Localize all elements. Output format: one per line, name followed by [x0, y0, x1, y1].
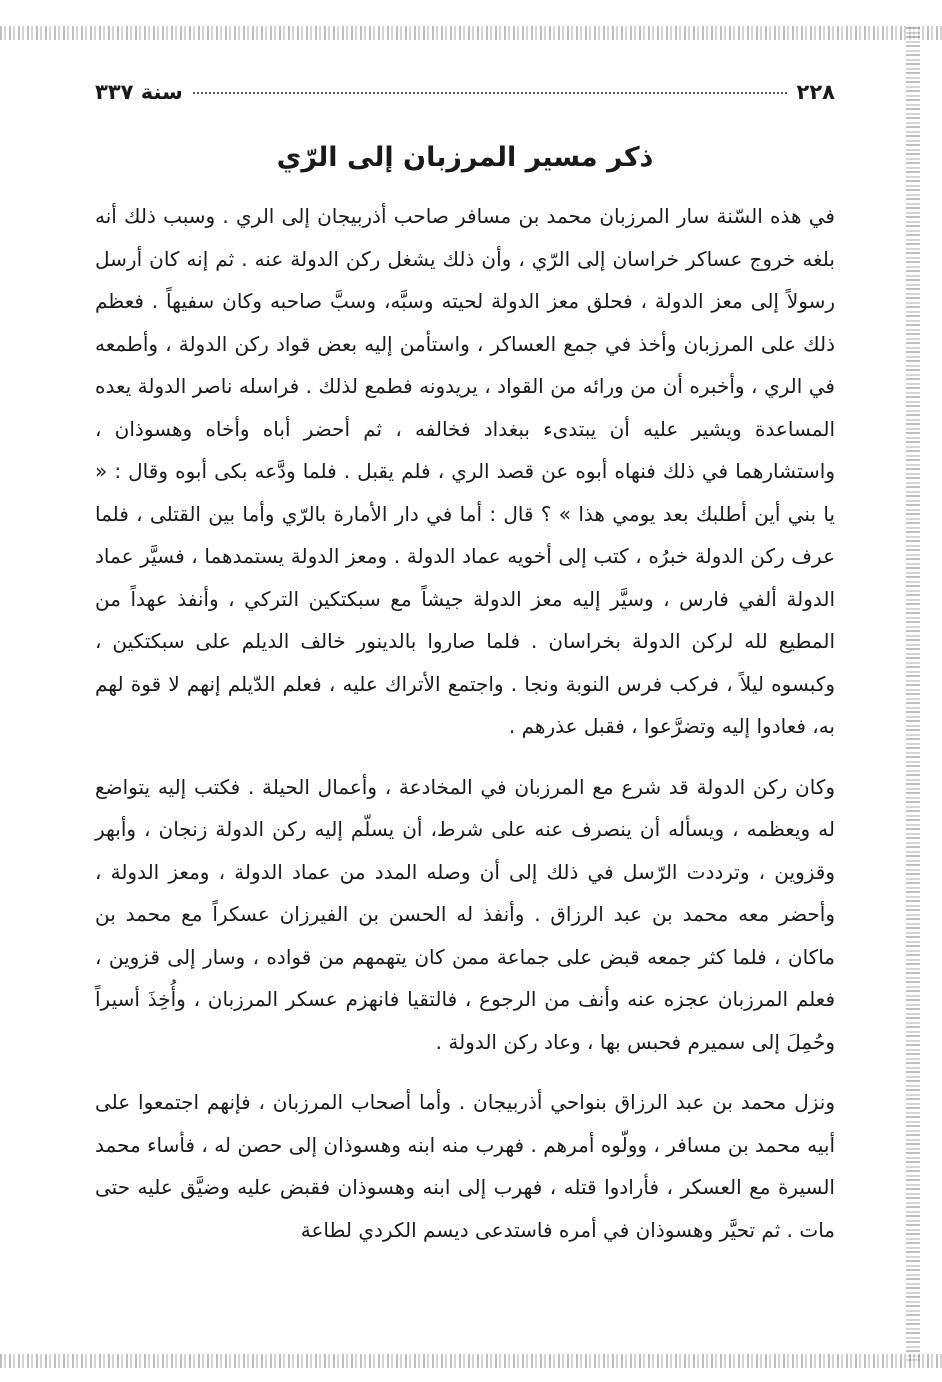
decorative-border-right	[906, 26, 920, 1361]
paragraph-1: في هذه السّنة سار المرزبان محمد بن مسافر صاحب أذربيجان إلى الري . وسبب ذلك أنه بلغه خروج عساكر خراسان إلى الرّي ، وأن ذلك يشغل ركن الدولة عنه . ثم إنه كان أرسل رسولاً إلى معز الدولة ، فحلق معز الدولة لحيته وسبَّه، وسبَّ صاحبه وكان سفيهاً . فعظم ذلك على المرزبان وأخذ في جمع العساكر ، واستأمن إليه بعض قواد ركن الدولة ، وأطمعه في الري ، وأخبره أن من ورائه من القواد ، يريدونه فطمع لذلك . فراسله ناصر الدولة يعده المساعدة ويشير عليه أن يبتدىء ببغداد فخالفه ، ثم أحضر أباه وأخاه وهسوذان ، واستشارهما في ذلك فنهاه أبوه عن قصد الري ، فلم يقبل . فلما ودَّعه بكى أبوه وقال : « يا بني أين أطلبك بعد يومي هذا » ؟ قال : أما في دار الأمارة بالرّي وأما بين القتلى ، فلما عرف ركن الدولة خبرُه ، كتب إلى أخويه عماد الدولة . ومعز الدولة يستمدهما ، فسيَّر عماد الدولة ألفي فارس ، وسيَّر إليه معز الدولة جيشاً مع سبكتكين التركي ، وأنفذ عهداً من المطيع لله لركن الدولة بخراسان . فلما صاروا بالدينور خالف الديلم على سبكتكين ، وكبسوه ليلاً ، فركب فرس النوبة ونجا . واجتمع الأتراك عليه ، فعلم الدّيلم إنهم لا قوة لهم به، فعادوا إليه وتضرَّعوا ، فقبل عذرهم .	[95, 204, 835, 738]
section-title: ذكر مسير المرزبان إلى الرّي	[276, 142, 654, 173]
dotted-leader	[193, 92, 787, 94]
decorative-border-top	[0, 26, 942, 40]
book-page	[95, 80, 835, 1251]
page-number: ٢٢٨	[796, 80, 835, 104]
running-header	[95, 80, 835, 124]
paragraph-3: ونزل محمد بن عبد الرزاق بنواحي أذربيجان . وأما أصحاب المرزبان ، فإنهم اجتمعوا على أبيه محمد بن مسافر ، وولّوه أمرهم . فهرب منه ابنه وهسوذان إلى حصن له ، فأساء محمد السيرة مع العسكر ، فأرادوا قتله ، فهرب إلى ابنه وهسوذان فقبض عليه وضيَّق عليه حتى مات . ثم تحيَّر وهسوذان في أمره فاستدعى ديسم الكردي لطاعة	[95, 1090, 835, 1242]
running-year: سنة ٣٣٧	[95, 80, 183, 104]
paragraph-2: وكان ركن الدولة قد شرع مع المرزبان في المخادعة ، وأعمال الحيلة . فكتب إليه يتواضع له ويعظمه ، ويسأله أن ينصرف عنه على شرط، أن يسلّم إليه ركن الدولة زنجان ، وأبهر وقزوين ، وترددت الرّسل في ذلك إلى أن وصله المدد من عماد الدولة ، ومعز الدولة ، وأحضر معه محمد بن عبد الرزاق . وأنفذ له الحسن بن الفيرزان عسكراً مع محمد بن ماكان ، فلما كثر جمعه قبض على جماعة ممن كان يتهمهم من قواده ، وسار إلى قزوين ، فعلم المرزبان عجزه عنه وأنف من الرجوع ، فالتقيا فانهزم عسكر المرزبان ، وأُخِذَ أسيراً وحُمِلَ إلى سميرم فحبس بها ، وعاد ركن الدولة .	[95, 774, 835, 1054]
decorative-border-bottom	[0, 1354, 942, 1368]
